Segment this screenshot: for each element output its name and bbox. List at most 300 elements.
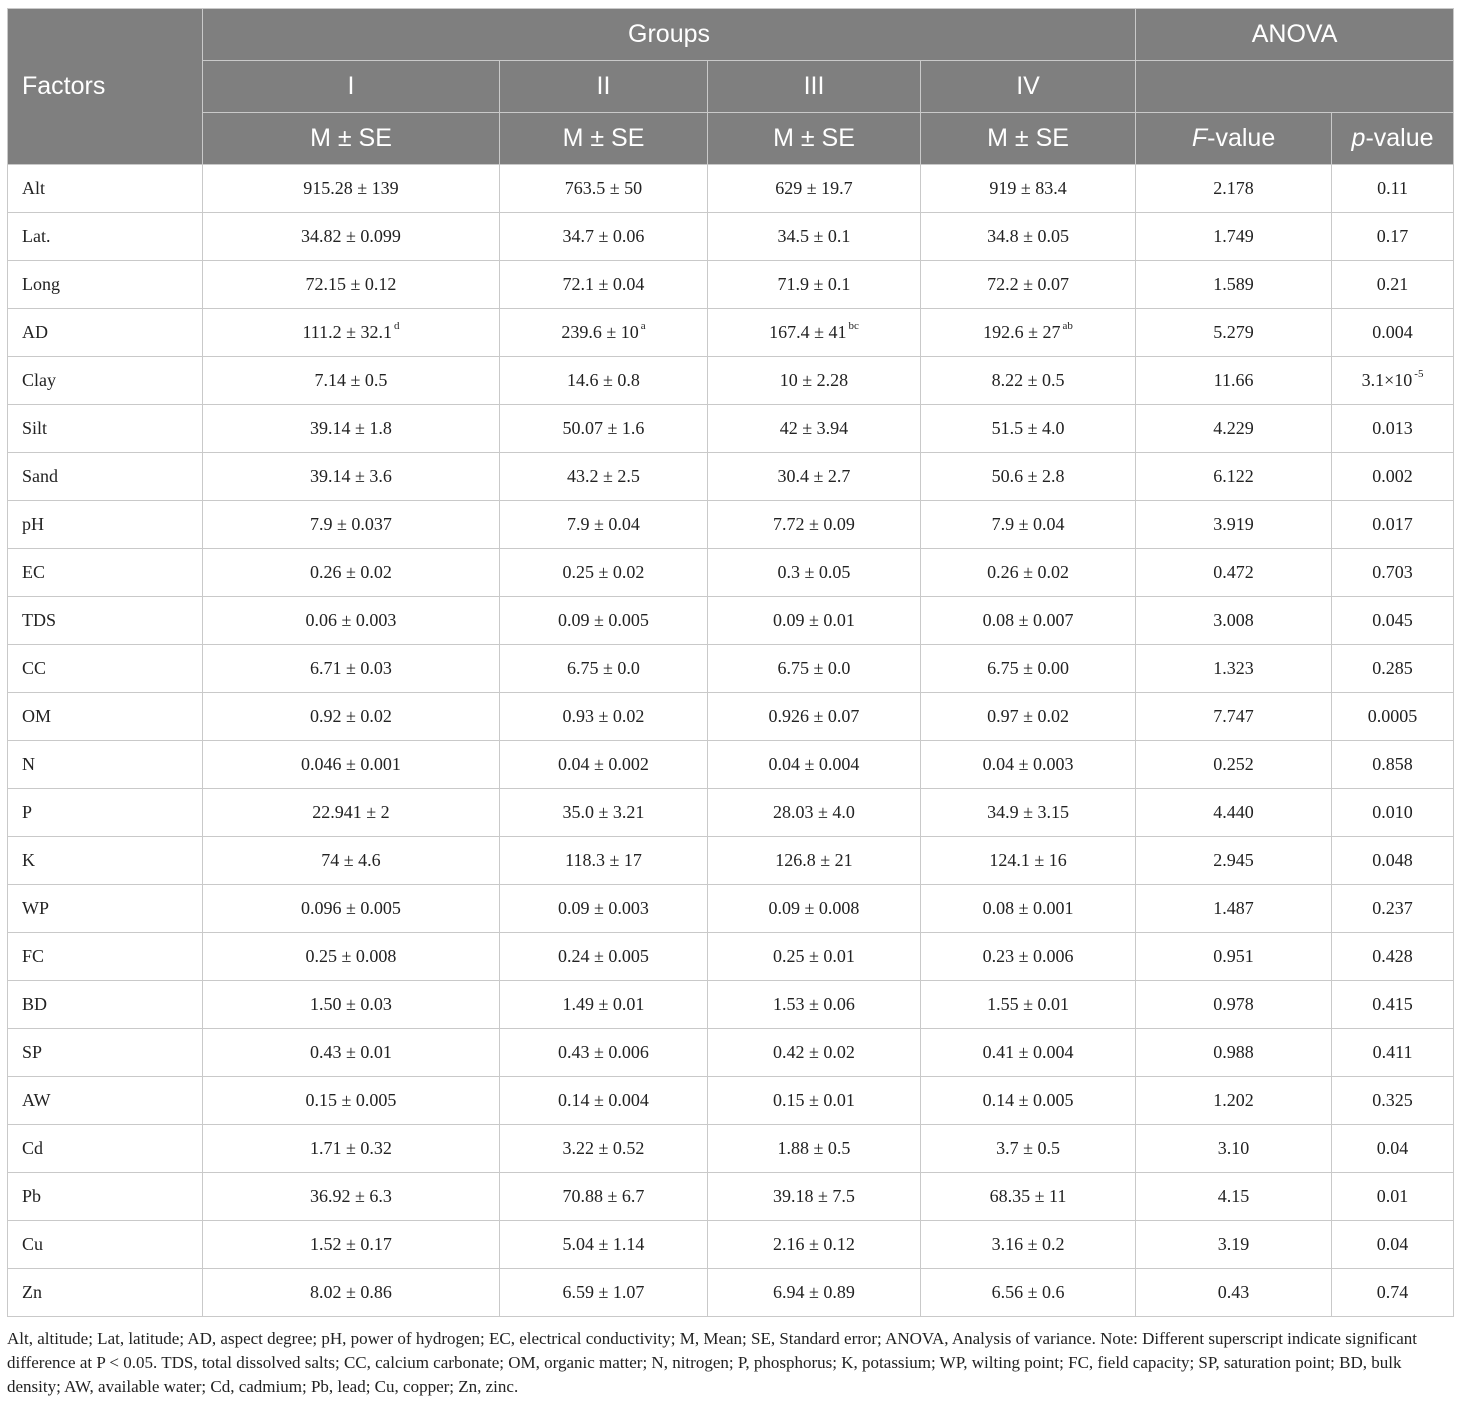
group-4-cell bbox=[921, 1269, 1136, 1317]
group-4-cell-text: 3.16 ± 0.2 bbox=[991, 1234, 1065, 1254]
header-stat-2: M ± SE bbox=[500, 113, 708, 165]
group-3-cell bbox=[708, 501, 921, 549]
table-row bbox=[8, 1221, 1454, 1269]
group-2-cell bbox=[500, 1125, 708, 1173]
group-2-cell bbox=[500, 693, 708, 741]
group-4-cell-text: 0.08 ± 0.007 bbox=[982, 610, 1074, 630]
p-value-cell-superscript: -5 bbox=[1414, 368, 1424, 380]
table-row bbox=[8, 933, 1454, 981]
group-3-cell-text: 0.926 ± 0.07 bbox=[768, 706, 860, 726]
header-stat-3: M ± SE bbox=[708, 113, 921, 165]
group-2-cell-text: 1.49 ± 0.01 bbox=[562, 994, 645, 1014]
factor-cell bbox=[8, 645, 203, 693]
group-1-cell bbox=[203, 789, 500, 837]
group-2-cell-text: 35.0 ± 3.21 bbox=[562, 802, 645, 822]
group-4-cell-text: 0.26 ± 0.02 bbox=[987, 562, 1069, 582]
p-value-cell-text: 0.013 bbox=[1372, 418, 1413, 438]
group-1-cell-text: 1.52 ± 0.17 bbox=[310, 1234, 392, 1254]
group-2-cell-text: 0.09 ± 0.003 bbox=[558, 898, 649, 918]
group-3-cell-text: 0.09 ± 0.01 bbox=[773, 610, 855, 630]
group-2-cell bbox=[500, 597, 708, 645]
group-4-cell-text: 1.55 ± 0.01 bbox=[987, 994, 1069, 1014]
group-3-cell bbox=[708, 405, 921, 453]
group-3-cell bbox=[708, 1125, 921, 1173]
factor-cell bbox=[8, 1269, 203, 1317]
f-value-cell bbox=[1136, 1221, 1332, 1269]
group-1-cell bbox=[203, 981, 500, 1029]
group-4-cell bbox=[921, 261, 1136, 309]
group-3-cell-text: 71.9 ± 0.1 bbox=[777, 274, 851, 294]
group-4-cell bbox=[921, 1029, 1136, 1077]
group-3-cell bbox=[708, 597, 921, 645]
factor-cell bbox=[8, 789, 203, 837]
group-1-cell bbox=[203, 453, 500, 501]
factor-cell-text: BD bbox=[22, 994, 48, 1014]
f-value-cell-text: 0.252 bbox=[1213, 754, 1254, 774]
group-1-cell bbox=[203, 261, 500, 309]
group-4-cell-superscript: ab bbox=[1062, 320, 1073, 332]
f-value-cell bbox=[1136, 789, 1332, 837]
factor-cell-text: EC bbox=[22, 562, 46, 582]
group-4-cell bbox=[921, 597, 1136, 645]
group-4-cell-text: 3.7 ± 0.5 bbox=[996, 1138, 1060, 1158]
group-2-cell-text: 0.04 ± 0.002 bbox=[558, 754, 649, 774]
p-value-cell-text: 0.004 bbox=[1372, 322, 1413, 342]
group-3-cell bbox=[708, 549, 921, 597]
table-header bbox=[8, 9, 1454, 165]
group-3-cell bbox=[708, 933, 921, 981]
group-4-cell bbox=[921, 549, 1136, 597]
group-2-cell bbox=[500, 1077, 708, 1125]
table-row bbox=[8, 501, 1454, 549]
table-row bbox=[8, 597, 1454, 645]
group-4-cell-text: 124.1 ± 16 bbox=[989, 850, 1067, 870]
group-3-cell bbox=[708, 885, 921, 933]
group-1-cell-text: 6.71 ± 0.03 bbox=[310, 658, 392, 678]
p-value-cell-text: 0.703 bbox=[1372, 562, 1413, 582]
group-3-cell-text: 6.75 ± 0.0 bbox=[777, 658, 851, 678]
f-value-cell bbox=[1136, 405, 1332, 453]
group-2-cell-text: 5.04 ± 1.14 bbox=[562, 1234, 645, 1254]
group-1-cell-text: 0.096 ± 0.005 bbox=[301, 898, 401, 918]
group-4-cell bbox=[921, 1173, 1136, 1221]
table-row bbox=[8, 789, 1454, 837]
group-2-cell-text: 0.25 ± 0.02 bbox=[562, 562, 645, 582]
group-3-cell bbox=[708, 1221, 921, 1269]
p-value-cell bbox=[1332, 837, 1454, 885]
group-3-cell-text: 30.4 ± 2.7 bbox=[777, 466, 851, 486]
factor-cell-text: Long bbox=[22, 274, 60, 294]
group-4-cell-text: 50.6 ± 2.8 bbox=[991, 466, 1065, 486]
group-2-cell bbox=[500, 453, 708, 501]
group-1-cell bbox=[203, 165, 500, 213]
factor-cell-text: pH bbox=[22, 514, 44, 534]
factor-cell-text: Zn bbox=[22, 1282, 42, 1302]
group-3-cell bbox=[708, 1029, 921, 1077]
group-1-cell bbox=[203, 1125, 500, 1173]
group-3-cell-text: 1.53 ± 0.06 bbox=[773, 994, 855, 1014]
p-value-cell bbox=[1332, 261, 1454, 309]
p-value-cell-text: 0.11 bbox=[1377, 178, 1408, 198]
group-4-cell bbox=[921, 165, 1136, 213]
p-value-cell-text: 0.04 bbox=[1376, 1138, 1409, 1158]
group-4-cell bbox=[921, 309, 1136, 357]
f-value-cell bbox=[1136, 693, 1332, 741]
f-value-cell-text: 3.19 bbox=[1217, 1234, 1250, 1254]
group-1-cell-text: 36.92 ± 6.3 bbox=[310, 1186, 392, 1206]
p-value-cell-text: 0.010 bbox=[1372, 802, 1413, 822]
group-1-cell-text: 1.71 ± 0.32 bbox=[310, 1138, 392, 1158]
f-value-cell bbox=[1136, 1173, 1332, 1221]
table-row bbox=[8, 357, 1454, 405]
f-value-cell-text: 2.945 bbox=[1213, 850, 1254, 870]
group-2-cell bbox=[500, 1269, 708, 1317]
group-2-cell bbox=[500, 213, 708, 261]
f-value-cell bbox=[1136, 645, 1332, 693]
group-2-cell bbox=[500, 1029, 708, 1077]
group-4-cell-text: 0.97 ± 0.02 bbox=[987, 706, 1069, 726]
p-value-cell-text: 0.048 bbox=[1372, 850, 1413, 870]
factor-cell-text: WP bbox=[22, 898, 49, 918]
group-1-cell-text: 7.9 ± 0.037 bbox=[310, 514, 392, 534]
group-2-cell-text: 0.93 ± 0.02 bbox=[562, 706, 645, 726]
factor-cell-text: Silt bbox=[22, 418, 48, 438]
group-2-cell-text: 0.43 ± 0.006 bbox=[558, 1042, 649, 1062]
group-4-cell-text: 0.08 ± 0.001 bbox=[982, 898, 1074, 918]
group-4-cell-text: 6.75 ± 0.00 bbox=[987, 658, 1069, 678]
group-2-cell-text: 70.88 ± 6.7 bbox=[562, 1186, 645, 1206]
group-1-cell-superscript: d bbox=[394, 320, 400, 332]
header-group-3: III bbox=[708, 61, 921, 113]
table-footnote: Alt, altitude; Lat, latitude; AD, aspect degree; pH, power of hydrogen; EC, electrical conductivity; M, Mean; SE, Standard error; ANOVA, Analysis of variance. Note: Different superscript indicate significant difference at P < 0.05. TDS, total dissolved salts; CC, calcium carbonate; OM, organic matter; N, nitrogen; P, phosphorus; K, potassium; WP, wilting point; FC, field capacity; SP, saturation point; BD, bulk density; AW, available water; Cd, cadmium; Pb, lead; Cu, copper; Zn, zinc. bbox=[7, 1329, 1417, 1396]
group-4-cell bbox=[921, 885, 1136, 933]
factor-cell-text: Sand bbox=[22, 466, 58, 486]
group-4-cell bbox=[921, 501, 1136, 549]
group-2-cell bbox=[500, 1173, 708, 1221]
f-value-cell-text: 3.10 bbox=[1217, 1138, 1250, 1158]
f-value-cell-text: 1.202 bbox=[1213, 1090, 1254, 1110]
group-2-cell-text: 6.59 ± 1.07 bbox=[562, 1282, 645, 1302]
table-row bbox=[8, 1269, 1454, 1317]
factor-cell bbox=[8, 693, 203, 741]
group-1-cell bbox=[203, 309, 500, 357]
group-4-cell-text: 34.8 ± 0.05 bbox=[987, 226, 1069, 246]
f-value-cell bbox=[1136, 1125, 1332, 1173]
header-f-value bbox=[1136, 113, 1332, 165]
table-row bbox=[8, 1029, 1454, 1077]
header-groups: Groups bbox=[203, 9, 1136, 61]
group-2-cell bbox=[500, 405, 708, 453]
f-value-cell bbox=[1136, 549, 1332, 597]
group-1-cell bbox=[203, 1221, 500, 1269]
factor-cell bbox=[8, 981, 203, 1029]
group-3-cell-text: 0.15 ± 0.01 bbox=[773, 1090, 855, 1110]
p-value-cell bbox=[1332, 597, 1454, 645]
header-p-value bbox=[1332, 113, 1454, 165]
factor-cell bbox=[8, 213, 203, 261]
f-value-cell bbox=[1136, 597, 1332, 645]
p-value-cell bbox=[1332, 357, 1454, 405]
f-value-cell-text: 1.749 bbox=[1213, 226, 1254, 246]
group-4-cell-text: 51.5 ± 4.0 bbox=[991, 418, 1065, 438]
group-1-cell bbox=[203, 597, 500, 645]
p-value-italic: p bbox=[1351, 124, 1366, 152]
group-1-cell-text: 22.941 ± 2 bbox=[312, 802, 390, 822]
group-2-cell-text: 239.6 ± 10 bbox=[561, 322, 639, 342]
f-value-cell-text: 0.472 bbox=[1213, 562, 1254, 582]
group-2-cell bbox=[500, 165, 708, 213]
f-value-cell bbox=[1136, 501, 1332, 549]
header-anova-spacer bbox=[1136, 61, 1454, 113]
group-4-cell bbox=[921, 693, 1136, 741]
table-row bbox=[8, 405, 1454, 453]
group-3-cell bbox=[708, 1173, 921, 1221]
group-1-cell-text: 34.82 ± 0.099 bbox=[301, 226, 401, 246]
group-2-cell-text: 34.7 ± 0.06 bbox=[562, 226, 645, 246]
f-value-cell bbox=[1136, 1029, 1332, 1077]
p-value-cell bbox=[1332, 645, 1454, 693]
group-2-cell-text: 763.5 ± 50 bbox=[564, 178, 643, 198]
f-value-cell-text: 6.122 bbox=[1213, 466, 1254, 486]
group-4-cell bbox=[921, 453, 1136, 501]
p-value-cell-text: 0.411 bbox=[1372, 1042, 1413, 1062]
group-4-cell-text: 0.41 ± 0.004 bbox=[982, 1042, 1074, 1062]
factor-cell-text: K bbox=[22, 850, 35, 870]
group-3-cell-text: 0.25 ± 0.01 bbox=[773, 946, 855, 966]
p-value-cell bbox=[1332, 213, 1454, 261]
p-value-cell-text: 0.237 bbox=[1372, 898, 1413, 918]
group-3-cell bbox=[708, 1269, 921, 1317]
group-3-cell-text: 42 ± 3.94 bbox=[779, 418, 849, 438]
group-1-cell bbox=[203, 1173, 500, 1221]
f-value-cell-text: 1.323 bbox=[1213, 658, 1254, 678]
f-value-cell-text: 2.178 bbox=[1213, 178, 1254, 198]
p-value-cell-text: 0.0005 bbox=[1367, 706, 1418, 726]
p-value-cell bbox=[1332, 1125, 1454, 1173]
group-4-cell bbox=[921, 1221, 1136, 1269]
f-value-cell-text: 3.919 bbox=[1213, 514, 1254, 534]
header-stat-1: M ± SE bbox=[203, 113, 500, 165]
group-2-cell-text: 118.3 ± 17 bbox=[565, 850, 642, 870]
table-row bbox=[8, 453, 1454, 501]
table-row bbox=[8, 165, 1454, 213]
group-2-cell-text: 7.9 ± 0.04 bbox=[567, 514, 640, 534]
f-value-cell-text: 4.15 bbox=[1217, 1186, 1250, 1206]
p-value-cell-text: 0.01 bbox=[1376, 1186, 1409, 1206]
group-2-cell-text: 0.14 ± 0.004 bbox=[558, 1090, 649, 1110]
p-value-cell bbox=[1332, 1173, 1454, 1221]
f-value-cell bbox=[1136, 453, 1332, 501]
f-value-italic: F bbox=[1191, 124, 1208, 152]
group-1-cell bbox=[203, 1269, 500, 1317]
group-1-cell bbox=[203, 741, 500, 789]
group-4-cell-text: 192.6 ± 27 bbox=[983, 322, 1061, 342]
group-1-cell-text: 39.14 ± 3.6 bbox=[310, 466, 392, 486]
group-3-cell-text: 28.03 ± 4.0 bbox=[773, 802, 855, 822]
factor-cell bbox=[8, 933, 203, 981]
f-value-cell-text: 0.978 bbox=[1213, 994, 1254, 1014]
f-value-cell bbox=[1136, 741, 1332, 789]
factor-cell-text: TDS bbox=[22, 610, 57, 630]
f-value-cell bbox=[1136, 261, 1332, 309]
group-1-cell bbox=[203, 933, 500, 981]
p-value-cell-text: 0.045 bbox=[1372, 610, 1413, 630]
group-3-cell bbox=[708, 1077, 921, 1125]
factor-cell bbox=[8, 1125, 203, 1173]
group-3-cell bbox=[708, 981, 921, 1029]
group-2-cell bbox=[500, 933, 708, 981]
p-value-cell bbox=[1332, 1221, 1454, 1269]
group-1-cell-text: 915.28 ± 139 bbox=[303, 178, 399, 198]
group-4-cell bbox=[921, 741, 1136, 789]
f-value-cell bbox=[1136, 1077, 1332, 1125]
p-value-cell bbox=[1332, 165, 1454, 213]
f-value-cell bbox=[1136, 1269, 1332, 1317]
p-value-cell-text: 0.17 bbox=[1376, 226, 1409, 246]
group-3-cell-text: 7.72 ± 0.09 bbox=[773, 514, 855, 534]
factor-cell bbox=[8, 549, 203, 597]
group-2-cell bbox=[500, 645, 708, 693]
group-3-cell-superscript: bc bbox=[848, 320, 859, 332]
group-3-cell-text: 6.94 ± 0.89 bbox=[773, 1282, 855, 1302]
anova-table bbox=[7, 8, 1454, 1317]
group-2-cell-text: 43.2 ± 2.5 bbox=[567, 466, 640, 486]
factor-cell-text: Pb bbox=[22, 1186, 42, 1206]
f-value-cell-text: 0.988 bbox=[1213, 1042, 1254, 1062]
f-value-cell bbox=[1136, 933, 1332, 981]
group-3-cell-text: 126.8 ± 21 bbox=[775, 850, 853, 870]
p-value-cell-text: 0.21 bbox=[1376, 274, 1409, 294]
group-1-cell bbox=[203, 405, 500, 453]
group-3-cell-text: 39.18 ± 7.5 bbox=[773, 1186, 855, 1206]
group-3-cell-text: 167.4 ± 41 bbox=[769, 322, 847, 342]
group-1-cell-text: 0.06 ± 0.003 bbox=[305, 610, 397, 630]
group-1-cell-text: 0.046 ± 0.001 bbox=[301, 754, 401, 774]
group-1-cell bbox=[203, 1077, 500, 1125]
group-2-cell-text: 14.6 ± 0.8 bbox=[567, 370, 640, 390]
header-group-2: II bbox=[500, 61, 708, 113]
table-row bbox=[8, 741, 1454, 789]
table-row bbox=[8, 693, 1454, 741]
group-1-cell bbox=[203, 645, 500, 693]
p-value-cell bbox=[1332, 1269, 1454, 1317]
group-2-cell-text: 0.24 ± 0.005 bbox=[558, 946, 649, 966]
p-value-cell-text: 0.04 bbox=[1376, 1234, 1409, 1254]
p-value-cell bbox=[1332, 1077, 1454, 1125]
group-1-cell bbox=[203, 501, 500, 549]
table-row bbox=[8, 645, 1454, 693]
factor-cell-text: OM bbox=[22, 706, 52, 726]
factor-cell bbox=[8, 1077, 203, 1125]
group-3-cell bbox=[708, 309, 921, 357]
group-4-cell-text: 68.35 ± 11 bbox=[989, 1186, 1067, 1206]
header-stat-4: M ± SE bbox=[921, 113, 1136, 165]
f-value-cell bbox=[1136, 165, 1332, 213]
group-4-cell-text: 0.14 ± 0.005 bbox=[982, 1090, 1074, 1110]
p-value-cell-text: 0.74 bbox=[1376, 1282, 1409, 1302]
group-4-cell-text: 72.2 ± 0.07 bbox=[987, 274, 1069, 294]
table-body bbox=[8, 165, 1454, 1317]
factor-cell-text: Cd bbox=[22, 1138, 44, 1158]
f-value-cell-text: 5.279 bbox=[1213, 322, 1254, 342]
table-row bbox=[8, 213, 1454, 261]
factor-cell bbox=[8, 261, 203, 309]
factor-cell-text: Alt bbox=[22, 178, 46, 198]
factor-cell bbox=[8, 453, 203, 501]
group-3-cell-text: 34.5 ± 0.1 bbox=[777, 226, 851, 246]
group-2-cell bbox=[500, 741, 708, 789]
p-value-cell bbox=[1332, 309, 1454, 357]
group-2-cell-superscript: a bbox=[640, 320, 646, 332]
f-value-cell bbox=[1136, 837, 1332, 885]
group-4-cell bbox=[921, 933, 1136, 981]
group-1-cell bbox=[203, 213, 500, 261]
group-3-cell-text: 0.09 ± 0.008 bbox=[768, 898, 860, 918]
group-2-cell-text: 72.1 ± 0.04 bbox=[562, 274, 645, 294]
p-value-cell bbox=[1332, 405, 1454, 453]
group-4-cell bbox=[921, 645, 1136, 693]
group-1-cell-text: 1.50 ± 0.03 bbox=[310, 994, 392, 1014]
factor-cell bbox=[8, 837, 203, 885]
group-4-cell bbox=[921, 357, 1136, 405]
header-factors: Factors bbox=[8, 9, 203, 165]
group-1-cell bbox=[203, 693, 500, 741]
p-value-cell-text: 0.002 bbox=[1372, 466, 1413, 486]
group-1-cell bbox=[203, 1029, 500, 1077]
f-value-cell-text: 3.008 bbox=[1213, 610, 1254, 630]
f-value-cell-text: 1.487 bbox=[1213, 898, 1254, 918]
group-3-cell-text: 2.16 ± 0.12 bbox=[773, 1234, 855, 1254]
table-row bbox=[8, 1077, 1454, 1125]
factor-cell bbox=[8, 741, 203, 789]
group-4-cell bbox=[921, 837, 1136, 885]
table-row bbox=[8, 885, 1454, 933]
f-value-cell bbox=[1136, 309, 1332, 357]
factor-cell bbox=[8, 501, 203, 549]
group-1-cell-text: 0.43 ± 0.01 bbox=[310, 1042, 392, 1062]
group-4-cell-text: 7.9 ± 0.04 bbox=[991, 514, 1065, 534]
factor-cell-text: P bbox=[22, 802, 33, 822]
group-3-cell bbox=[708, 357, 921, 405]
table-row bbox=[8, 549, 1454, 597]
group-2-cell-text: 3.22 ± 0.52 bbox=[562, 1138, 645, 1158]
p-value-cell bbox=[1332, 453, 1454, 501]
factor-cell bbox=[8, 1029, 203, 1077]
p-value-cell bbox=[1332, 789, 1454, 837]
group-2-cell bbox=[500, 837, 708, 885]
group-2-cell-text: 50.07 ± 1.6 bbox=[562, 418, 645, 438]
group-3-cell bbox=[708, 741, 921, 789]
table-row bbox=[8, 309, 1454, 357]
group-3-cell-text: 0.3 ± 0.05 bbox=[777, 562, 851, 582]
p-value-cell bbox=[1332, 693, 1454, 741]
f-value-cell-text: 1.589 bbox=[1213, 274, 1254, 294]
table-row bbox=[8, 981, 1454, 1029]
group-3-cell-text: 0.42 ± 0.02 bbox=[773, 1042, 855, 1062]
group-2-cell bbox=[500, 789, 708, 837]
factor-cell bbox=[8, 1173, 203, 1221]
header-group-4: IV bbox=[921, 61, 1136, 113]
group-4-cell bbox=[921, 981, 1136, 1029]
p-value-cell-text: 0.858 bbox=[1372, 754, 1413, 774]
p-value-suffix: -value bbox=[1365, 124, 1434, 152]
factor-cell bbox=[8, 597, 203, 645]
group-3-cell bbox=[708, 213, 921, 261]
f-value-cell bbox=[1136, 213, 1332, 261]
factor-cell bbox=[8, 357, 203, 405]
p-value-cell-text: 0.325 bbox=[1372, 1090, 1413, 1110]
group-4-cell-text: 6.56 ± 0.6 bbox=[991, 1282, 1065, 1302]
